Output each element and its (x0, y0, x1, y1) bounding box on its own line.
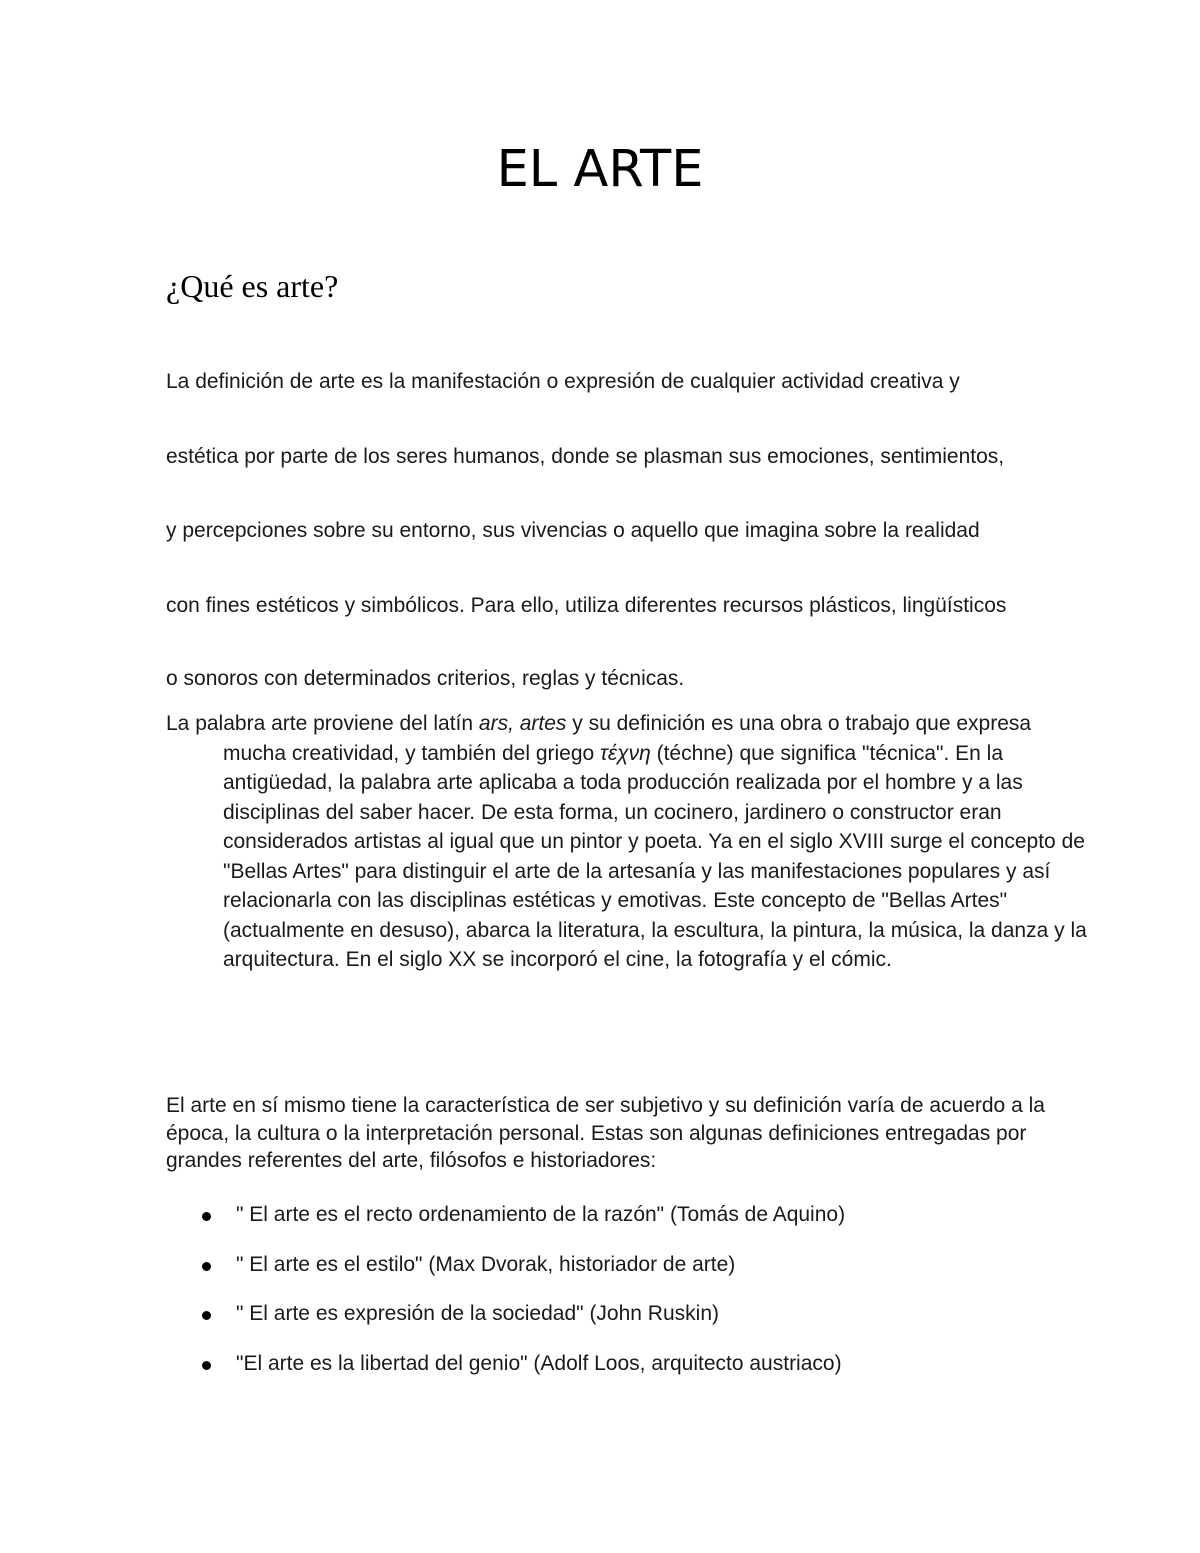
list-item (166, 1250, 1066, 1300)
list-item (166, 1299, 1066, 1349)
bullet-icon (202, 1262, 211, 1271)
list-item (166, 1349, 1066, 1399)
definition-line-4: con fines estéticos y simbólicos. Para ello, utiliza diferentes recursos plásticos, lingüísticos (166, 594, 1007, 617)
origin-paragraph (166, 709, 1093, 975)
quotes-list (166, 1200, 1066, 1398)
definition-line-2: estética por parte de los seres humanos, donde se plasman sus emociones, sentimientos, (166, 445, 1005, 468)
origin-text-middle: y su definición es una obra o trabajo que expresa mucha creatividad, y también del griego (223, 712, 1032, 765)
section-heading: ¿Qué es arte? (166, 268, 339, 304)
list-item (166, 1200, 1066, 1250)
quote-text: "El arte es la libertad del genio" (Adolf Loos, arquitecto austriaco) (236, 1351, 842, 1375)
subjective-paragraph: El arte en sí mismo tiene la característica de ser subjetivo y su definición varía de acuerdo a la época, la cultura o la interpretación personal. Estas son algunas definiciones entregadas por grandes referentes del arte, filósofos e historiadores: (166, 1094, 1045, 1172)
origin-text-end: (téchne) que significa "técnica". En la antigüedad, la palabra arte aplicaba a toda producción realizada por el hombre y a las disciplinas del saber hacer. De esta forma, un cocinero, jardinero o constructor eran considerados artistas al igual que un pintor y poeta. Ya en el siglo XVIII surge el concepto de "Bellas Artes" para distinguir el arte de la artesanía y las manifestaciones populares y así relacionarla con las disciplinas estéticas y emotivas. Este concepto de "Bellas Artes" (actualmente en desuso), abarca la literatura, la escultura, la pintura, la música, la danza y la arquitectura. En el siglo XX se incorporó el cine, la fotografía y el cómic. (223, 741, 1087, 971)
page-title: EL ARTE (496, 140, 704, 199)
latin-term: ars, artes (478, 712, 567, 735)
quote-text: " El arte es el estilo" (Max Dvorak, historiador de arte) (236, 1252, 736, 1276)
greek-term: τέχνη (600, 741, 651, 765)
definition-line-1: La definición de arte es la manifestación o expresión de cualquier actividad creativa y (166, 370, 960, 393)
quote-text: " El arte es el recto ordenamiento de la razón" (Tomás de Aquino) (236, 1203, 846, 1226)
bullet-icon (202, 1212, 211, 1221)
definition-line-3: y percepciones sobre su entorno, sus vivencias o aquello que imagina sobre la realidad (166, 519, 980, 542)
definition-line-5: o sonoros con determinados criterios, reglas y técnicas. (166, 667, 685, 690)
origin-text-start: La palabra arte proviene del latín (166, 712, 479, 735)
bullet-icon (202, 1361, 211, 1370)
bullet-icon (202, 1311, 211, 1320)
quote-text: " El arte es expresión de la sociedad" (John Ruskin) (236, 1302, 719, 1325)
